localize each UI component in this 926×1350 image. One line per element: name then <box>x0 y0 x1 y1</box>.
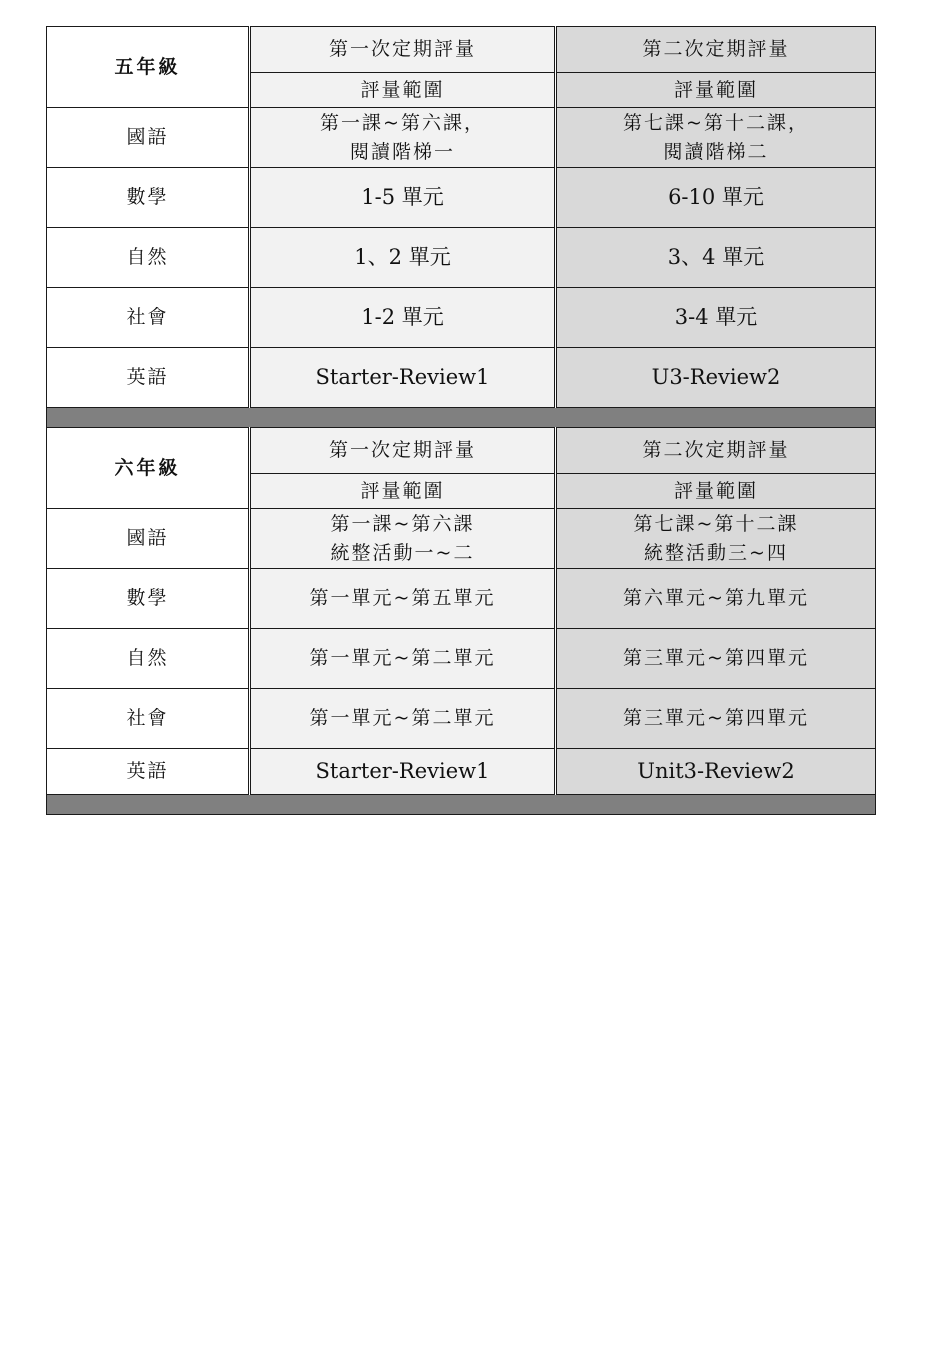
grade5-header-row <box>47 27 876 73</box>
grade6-exam1-title: 第一次定期評量 <box>250 428 556 474</box>
scope-line: 第一課~第六課 <box>330 512 475 535</box>
section-separator <box>47 795 876 815</box>
table-row <box>47 569 876 629</box>
exam1-scope-cell: 1、2 單元 <box>250 228 556 288</box>
grade5-exam2-title: 第二次定期評量 <box>556 27 876 73</box>
exam2-scope-cell: 6-10 單元 <box>556 168 876 228</box>
subject-cell: 數學 <box>47 168 250 228</box>
subject-cell: 社會 <box>47 288 250 348</box>
exam1-scope-cell: Starter-Review1 <box>250 348 556 408</box>
subject-cell: 國語 <box>47 108 250 168</box>
exam1-scope-cell: 1-5 單元 <box>250 168 556 228</box>
exam-schedule-table <box>46 26 876 815</box>
exam2-scope-cell: Unit3-Review2 <box>556 749 876 795</box>
scope-line: 閱讀階梯一 <box>349 140 455 163</box>
scope-line: 第一課~第六課， <box>320 111 485 134</box>
grade6-exam1-scope-label: 評量範圍 <box>250 474 556 509</box>
table-row <box>47 228 876 288</box>
exam2-scope-cell: 3-4 單元 <box>556 288 876 348</box>
exam2-scope-cell: 第六單元~第九單元 <box>556 569 876 629</box>
scope-line: 統整活動一~二 <box>330 541 475 564</box>
subject-cell: 英語 <box>47 348 250 408</box>
grade6-exam2-title: 第二次定期評量 <box>556 428 876 474</box>
exam1-scope-cell: Starter-Review1 <box>250 749 556 795</box>
scope-line: 統整活動三~四 <box>644 541 788 564</box>
separator-bar <box>47 795 876 815</box>
exam2-scope-cell: 3、4 單元 <box>556 228 876 288</box>
subject-cell: 國語 <box>47 509 250 569</box>
table-row <box>47 108 876 168</box>
table-row <box>47 509 876 569</box>
scope-line: 閱讀階梯二 <box>663 140 769 163</box>
table-row <box>47 288 876 348</box>
exam1-scope-cell <box>250 108 556 168</box>
exam1-scope-cell: 1-2 單元 <box>250 288 556 348</box>
subject-cell: 自然 <box>47 228 250 288</box>
subject-cell: 自然 <box>47 629 250 689</box>
scope-line: 第七課~第十二課 <box>633 512 799 535</box>
subject-cell: 社會 <box>47 689 250 749</box>
table-row <box>47 749 876 795</box>
separator-bar <box>47 408 876 428</box>
grade6-header-row <box>47 428 876 474</box>
grade5-label: 五年級 <box>47 27 250 108</box>
table-row <box>47 348 876 408</box>
grade6-exam2-scope-label: 評量範圍 <box>556 474 876 509</box>
table-row <box>47 629 876 689</box>
exam2-scope-cell: U3-Review2 <box>556 348 876 408</box>
table-row <box>47 168 876 228</box>
scope-line: 第七課~第十二課， <box>623 111 809 134</box>
exam1-scope-cell: 第一單元~第二單元 <box>250 689 556 749</box>
table-row <box>47 689 876 749</box>
exam2-scope-cell: 第三單元~第四單元 <box>556 629 876 689</box>
exam1-scope-cell <box>250 509 556 569</box>
grade5-exam2-scope-label: 評量範圍 <box>556 73 876 108</box>
subject-cell: 數學 <box>47 569 250 629</box>
subject-cell: 英語 <box>47 749 250 795</box>
grade6-label: 六年級 <box>47 428 250 509</box>
exam2-scope-cell: 第三單元~第四單元 <box>556 689 876 749</box>
section-separator <box>47 408 876 428</box>
exam2-scope-cell <box>556 108 876 168</box>
exam1-scope-cell: 第一單元~第五單元 <box>250 569 556 629</box>
grade5-exam1-scope-label: 評量範圍 <box>250 73 556 108</box>
grade5-exam1-title: 第一次定期評量 <box>250 27 556 73</box>
exam1-scope-cell: 第一單元~第二單元 <box>250 629 556 689</box>
exam2-scope-cell <box>556 509 876 569</box>
